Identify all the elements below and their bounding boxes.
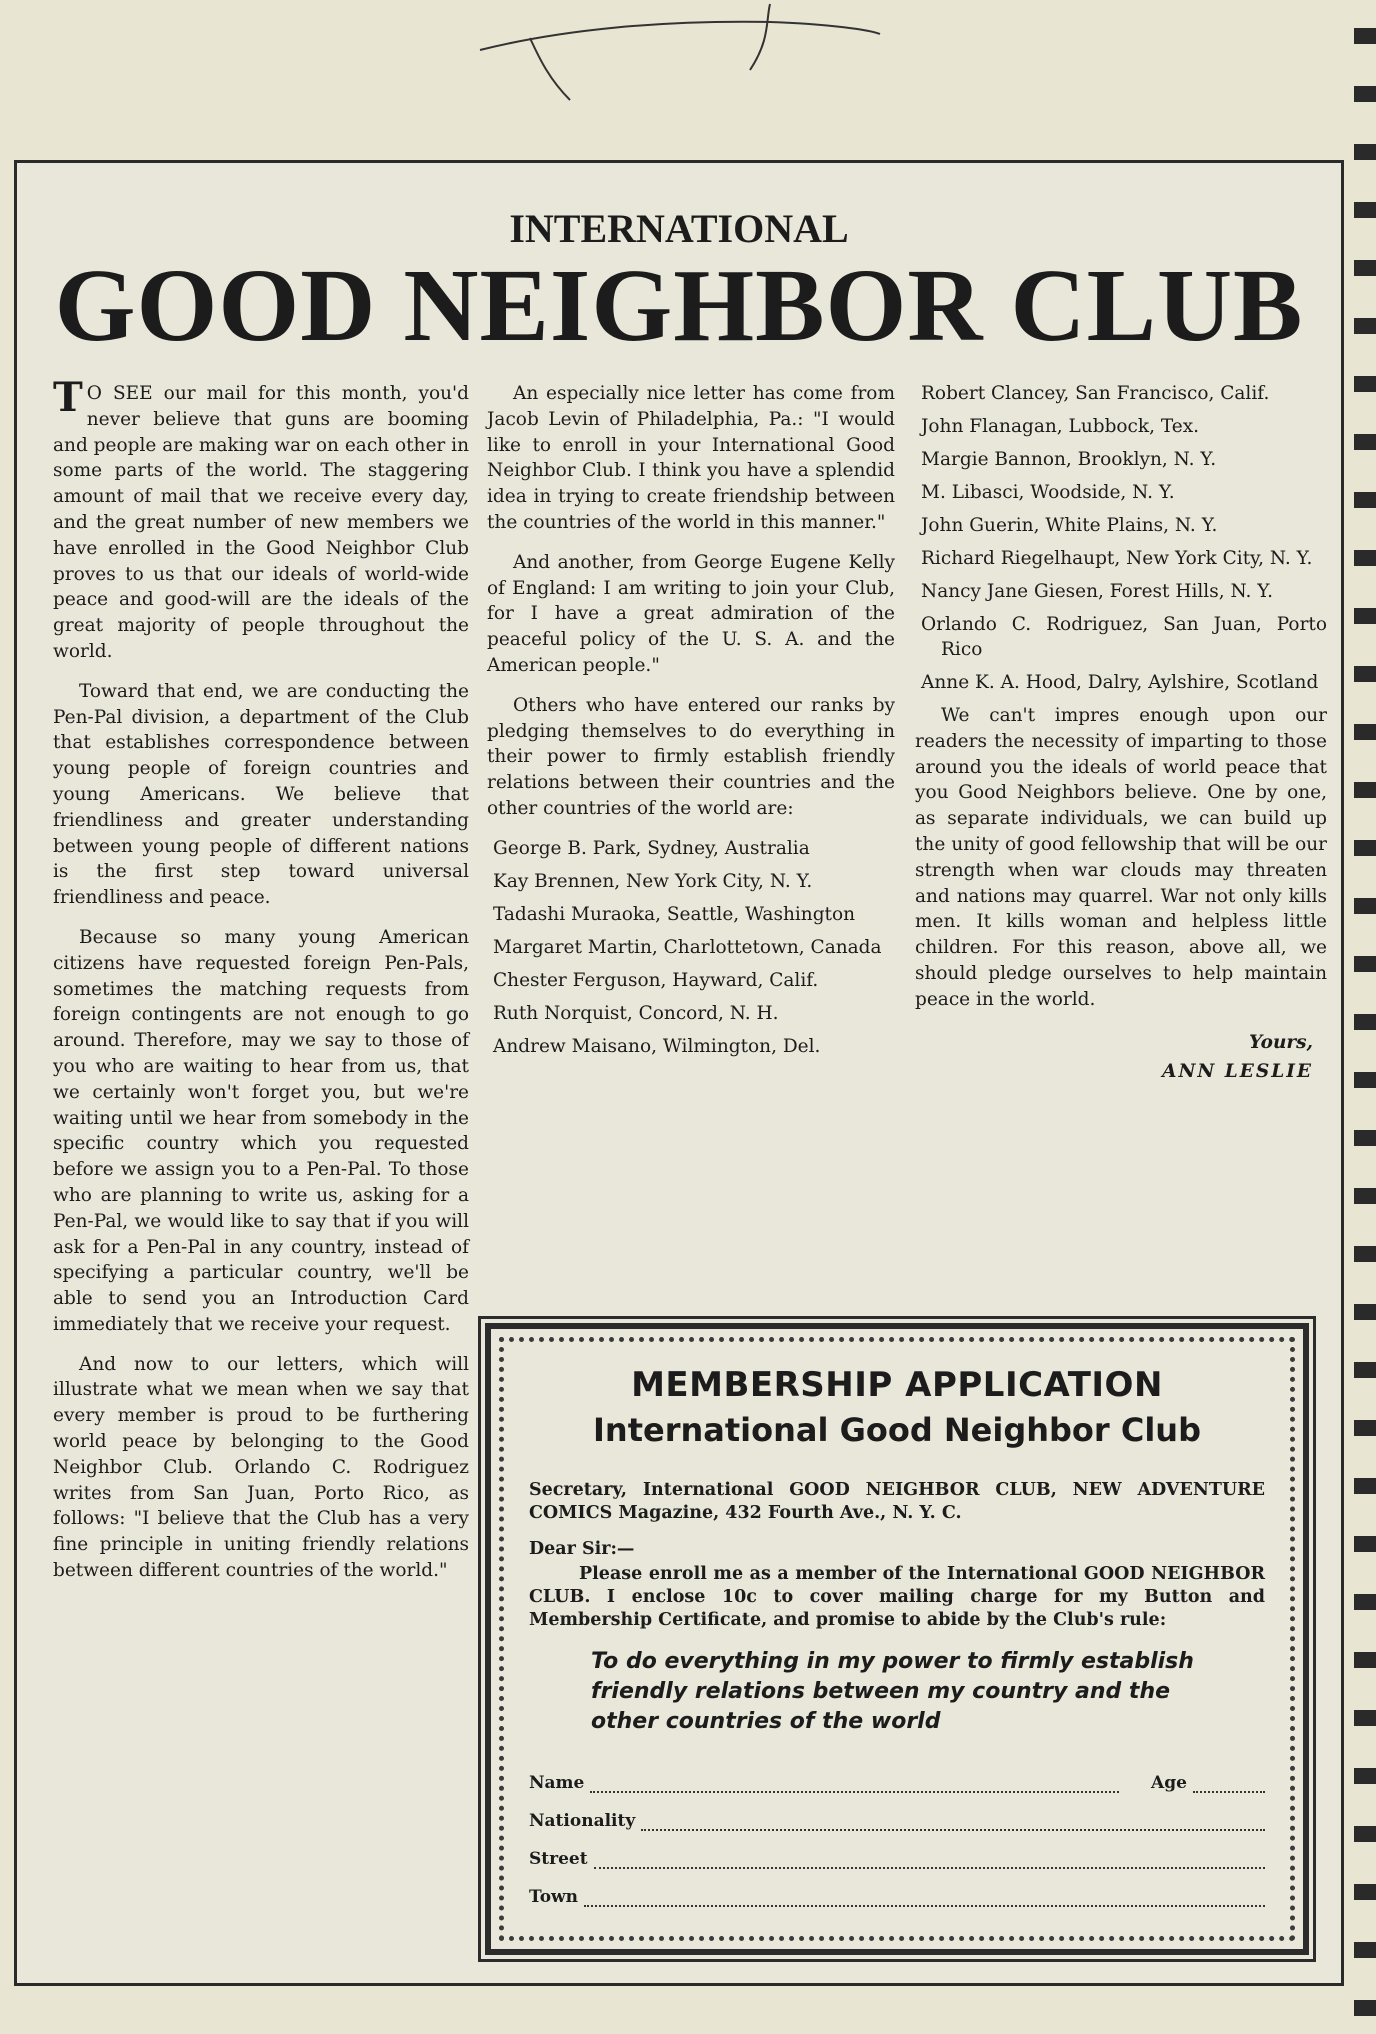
member-entry: Andrew Maisano, Wilmington, Del. xyxy=(493,1035,821,1057)
column-2 xyxy=(487,381,895,1067)
age-label: Age xyxy=(1151,1773,1187,1793)
town-field[interactable] xyxy=(529,1887,1265,1907)
member-entry: Margaret Martin, Charlottetown, Canada xyxy=(493,936,882,958)
member-entry: Kay Brennen, New York City, N. Y. xyxy=(493,870,813,892)
signature: ANN LESLIE xyxy=(1162,1060,1313,1082)
form-heading: MEMBERSHIP APPLICATION xyxy=(631,1365,1163,1405)
form-salutation: Dear Sir:— xyxy=(529,1539,635,1559)
pencil-scribble xyxy=(470,0,890,110)
name-label: Name xyxy=(529,1773,585,1793)
street-label: Street xyxy=(529,1849,588,1869)
town-label: Town xyxy=(529,1887,579,1907)
paragraph: An especially nice letter has come from Jacob Levin of Philadelphia, Pa.: "I would like to enroll in your International Good Neighbor Club. I think you have a splendid idea in trying to create friendship between the countries of the world in this manner." xyxy=(487,383,895,533)
member-entry: John Flanagan, Lubbock, Tex. xyxy=(921,416,1200,437)
member-entry: Anne K. A. Hood, Dalry, Aylshire, Scotland xyxy=(921,672,1319,693)
age-line[interactable] xyxy=(1193,1773,1265,1793)
member-list xyxy=(487,836,895,1059)
town-line[interactable] xyxy=(584,1887,1265,1907)
column-1 xyxy=(53,374,469,1598)
member-entry: Richard Riegelhaupt, New York City, N. Y. xyxy=(921,548,1313,569)
paragraph: Toward that end, we are conducting the Pen-Pal division, a department of the Club that establishes correspondence between young people of foreign countries and young Americans. We believe that friendliness and greater understanding between young people of different nations is the first step toward universal friendliness and peace. xyxy=(53,680,469,909)
member-entry: Chester Ferguson, Hayward, Calif. xyxy=(493,969,819,991)
club-pledge: To do everything in my power to firmly establish friendly relations between my country and the other countries of the world xyxy=(591,1649,1194,1734)
form-address: Secretary, International GOOD NEIGHBOR CLUB, NEW ADVENTURE COMICS Magazine, 432 Fourth Ave., N. Y. C. xyxy=(529,1480,1265,1523)
page-title: GOOD NEIGHBOR CLUB xyxy=(54,248,1304,363)
paragraph: Because so many young American citizens have requested foreign Pen-Pals, sometimes the matching requests from foreign contingents are not enough to go around. Therefore, may we say to those of you who are waiting to hear from us, that we certainly won't forget you, but we're waiting until we hear from somebody in the specific country which you requested before we assign you to a Pen-Pal. To those who are planning to write us, asking for a Pen-Pal, we would like to say that if you will ask for a Pen-Pal in any country, instead of specifying a particular country, we'll be able to send you an Introduction Card immediately that we receive your request. xyxy=(53,926,469,1335)
member-entry: Nancy Jane Giesen, Forest Hills, N. Y. xyxy=(921,581,1273,602)
member-entry: George B. Park, Sydney, Australia xyxy=(493,837,810,859)
member-entry: Margie Bannon, Brooklyn, N. Y. xyxy=(921,449,1217,470)
membership-application-form xyxy=(485,1323,1309,1955)
closing-paragraph: We can't impres enough upon our readers the necessity of imparting to those around you the ideals of world peace that you Good Neighbors believe. One by one, as separate individuals, we can build up the unity of good fellowship that will be our strength when war clouds may threaten and nations may quarrel. War not only kills men. It kills woman and helpless little children. For this reason, above all, we should pledge ourselves to help maintain peace in the world. xyxy=(915,705,1327,1010)
member-entry: Ruth Norquist, Concord, N. H. xyxy=(493,1002,779,1024)
kicker-heading: INTERNATIONAL xyxy=(509,206,849,251)
paragraph: Others who have entered our ranks by pledging themselves to do everything in their power to firmly establish friendly relations between their countries and the other countries of the world are: xyxy=(487,694,895,819)
paragraph: And now to our letters, which will illustrate what we mean when we say that every member is proud to be furthering world peace by belonging to the Good Neighbor Club. Orlando C. Rodriguez writes from San Juan, Porto Rico, as follows: "I believe that the Club has a very fine principle in uniting friendly relations between different countries of the world." xyxy=(53,1353,469,1582)
column-3 xyxy=(915,381,1327,1084)
street-field[interactable] xyxy=(529,1849,1265,1869)
form-body: Please enroll me as a member of the International GOOD NEIGHBOR CLUB. I enclose 10c to cover mailing charge for my Button and Membership Certificate, and promise to abide by the Club's rule: xyxy=(529,1564,1265,1630)
nationality-field[interactable] xyxy=(529,1811,1265,1831)
member-entry: M. Libasci, Woodside, N. Y. xyxy=(921,482,1175,503)
form-subheading: International Good Neighbor Club xyxy=(593,1411,1201,1449)
article-frame xyxy=(14,160,1344,1986)
page-edge-binding xyxy=(1354,0,1376,2034)
nationality-label: Nationality xyxy=(529,1811,636,1831)
member-list xyxy=(915,381,1327,695)
member-entry: Orlando C. Rodriguez, San Juan, Porto Rico xyxy=(921,614,1327,660)
name-field[interactable] xyxy=(529,1773,1119,1793)
paragraph: And another, from George Eugene Kelly of England: I am writing to join your Club, for I have a great admiration of the peaceful policy of the U. S. A. and the American people." xyxy=(487,551,895,676)
street-line[interactable] xyxy=(594,1849,1265,1869)
age-field[interactable] xyxy=(1151,1773,1265,1793)
member-entry: Robert Clancey, San Francisco, Calif. xyxy=(921,383,1270,404)
member-entry: John Guerin, White Plains, N. Y. xyxy=(921,515,1218,536)
paragraph: TO SEE our mail for this month, you'd never believe that guns are booming and people are making war on each other in some parts of the world. The staggering amount of mail that we receive every day, and the great number of new members we have enrolled in the Good Neighbor Club proves to us that our ideals of world-wide peace and good-will are the ideals of the great majority of people throughout the world. xyxy=(53,374,469,662)
member-entry: Tadashi Muraoka, Seattle, Washington xyxy=(493,903,856,925)
nationality-line[interactable] xyxy=(641,1811,1265,1831)
sign-off: Yours, xyxy=(1249,1031,1313,1053)
name-line[interactable] xyxy=(590,1773,1119,1793)
